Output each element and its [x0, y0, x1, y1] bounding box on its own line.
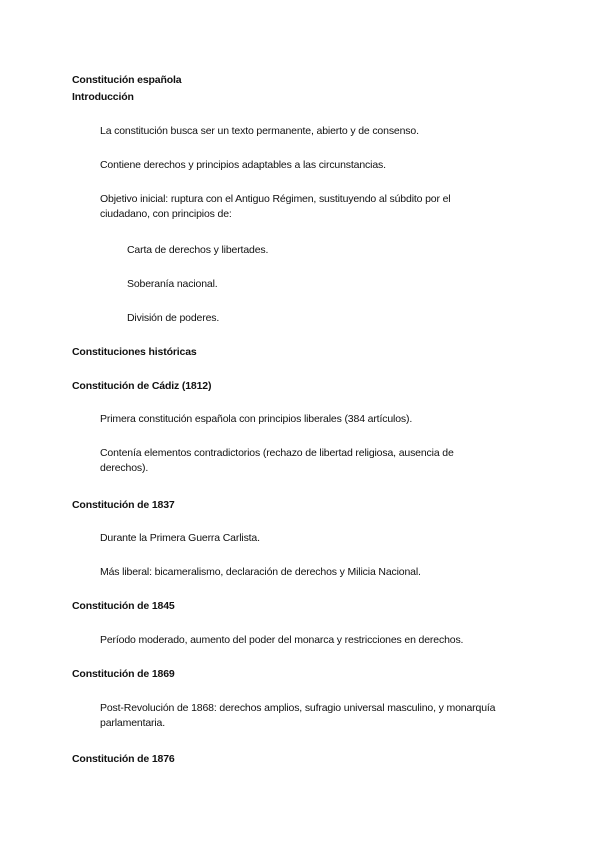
intro-paragraph-3: Objetivo inicial: ruptura con el Antiguo Régimen, sustituyendo al súbdito por el ciudadano, con principios de:: [100, 193, 451, 220]
cadiz-paragraph-2: Contenía elementos contradictorios (rechazo de libertad religiosa, ausencia de derechos).: [100, 447, 454, 474]
c1869-paragraph-1: Post-Revolución de 1868: derechos amplios, sufragio universal masculino, y monarquía parlamentaria.: [100, 702, 496, 729]
section-heading-1869: Constitución de 1869: [72, 668, 175, 680]
c1837-paragraph-2: Más liberal: bicameralismo, declaración de derechos y Milicia Nacional.: [100, 566, 421, 578]
c1837-paragraph-1: Durante la Primera Guerra Carlista.: [100, 532, 260, 544]
section-heading-1876: Constitución de 1876: [72, 753, 175, 765]
c1845-paragraph-1: Período moderado, aumento del poder del monarca y restricciones en derechos.: [100, 634, 464, 646]
principle-item: División de poderes.: [127, 312, 220, 324]
intro-paragraph-2: Contiene derechos y principios adaptables a las circunstancias.: [100, 159, 386, 171]
intro-paragraph-1: La constitución busca ser un texto permanente, abierto y de consenso.: [100, 125, 419, 137]
section-heading-introduccion: Introducción: [72, 91, 134, 103]
document-title: Constitución española: [72, 74, 182, 86]
section-heading-1845: Constitución de 1845: [72, 600, 175, 612]
section-heading-cadiz: Constitución de Cádiz (1812): [72, 380, 212, 392]
principle-item: Carta de derechos y libertades.: [127, 244, 269, 256]
principle-item: Soberanía nacional.: [127, 278, 218, 290]
cadiz-paragraph-1: Primera constitución española con principios liberales (384 artículos).: [100, 413, 413, 425]
section-heading-historicas: Constituciones históricas: [72, 346, 197, 358]
section-heading-1837: Constitución de 1837: [72, 499, 175, 511]
